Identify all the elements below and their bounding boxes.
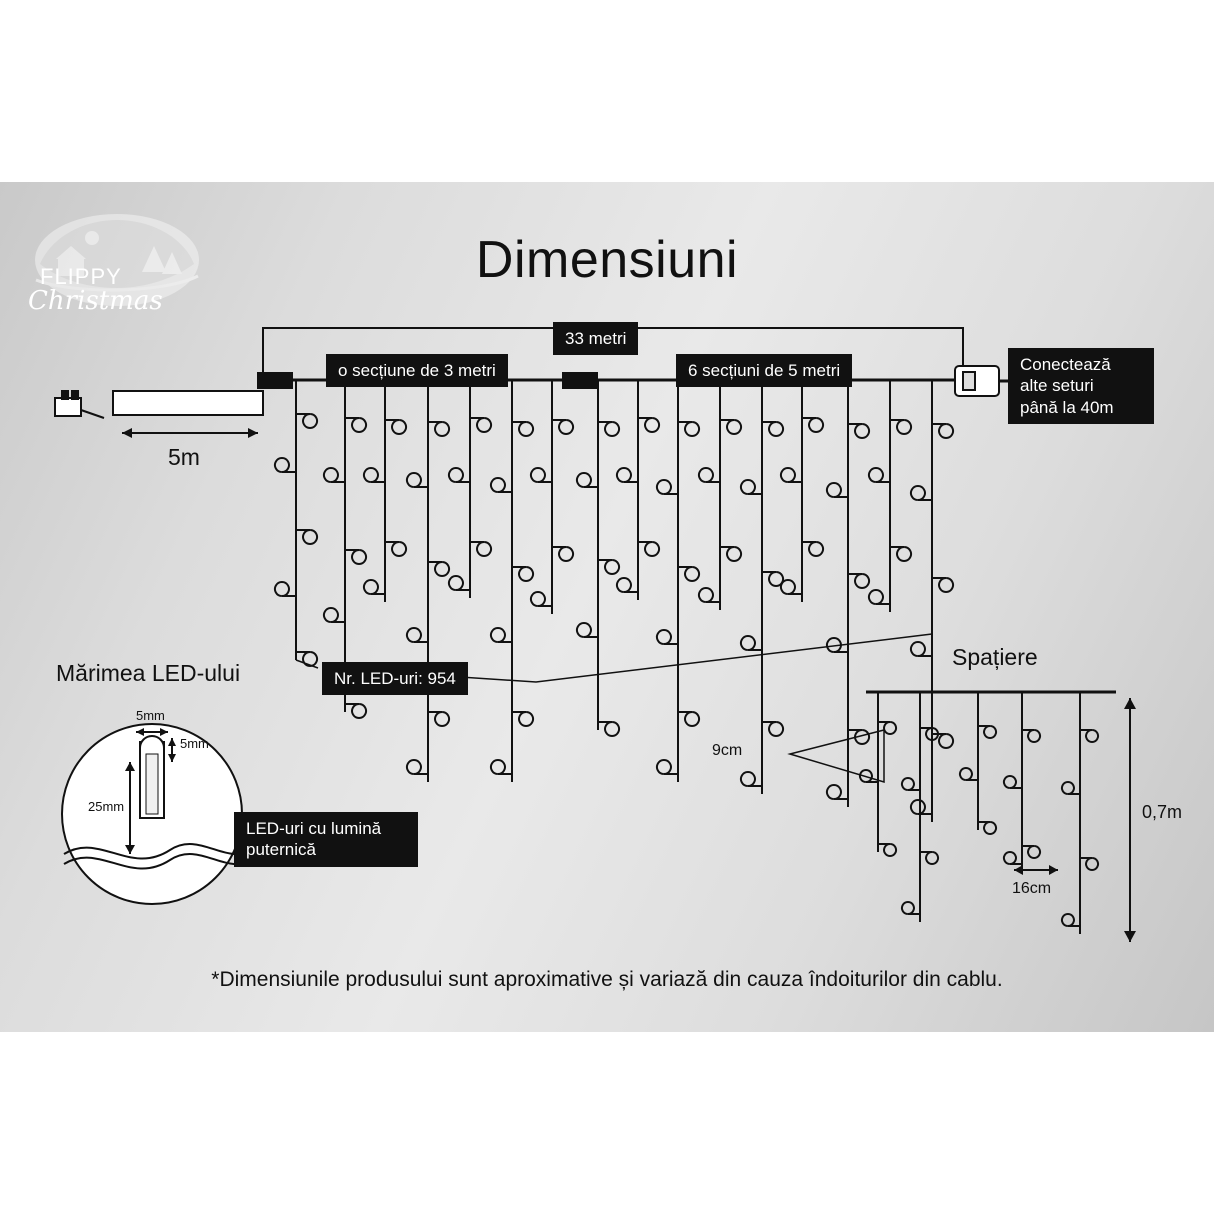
label-horizontal-spacing: 16cm [1012,880,1052,897]
logo-text-secondary: Christmas [28,286,163,316]
tag-total-length: 33 metri [553,322,638,355]
tag-section-right: 6 secțiuni de 5 metri [676,354,852,387]
footnote: *Dimensiunile produsului sunt aproximative și variază din cauza îndoiturilor din cablu. [211,968,1003,991]
connect-line-1: Conectează [1020,355,1111,374]
tag-connect-more [1008,348,1154,424]
connect-line-2: alte seturi [1020,376,1094,396]
logo-text-primary: FLIPPY [40,264,122,289]
tag-bright-leds [234,812,418,867]
bright-leds-line-2: puternică [246,840,316,860]
page-title: Dimensiuni [475,231,739,289]
label-led-total-height: 25mm [88,799,125,814]
diagram-panel [0,182,1214,1032]
tag-section-left: o secțiune de 3 metri [326,354,508,387]
tag-led-count: Nr. LED-uri: 954 [322,662,468,695]
bright-leds-line-1: LED-uri cu lumină [246,819,382,838]
heading-spacing: Spațiere [952,644,1038,670]
connect-line-3: până la 40m [1020,397,1114,417]
label-led-head-height: 5mm [180,736,209,751]
label-lead-cable-length: 5m [168,444,200,470]
label-drop-height: 0,7m [1142,802,1183,822]
label-drop-spacing: 9cm [712,742,743,759]
diagram-graphics [0,182,1214,1032]
label-led-width: 5mm [136,708,165,723]
heading-led-size: Mărimea LED-ului [56,660,241,686]
